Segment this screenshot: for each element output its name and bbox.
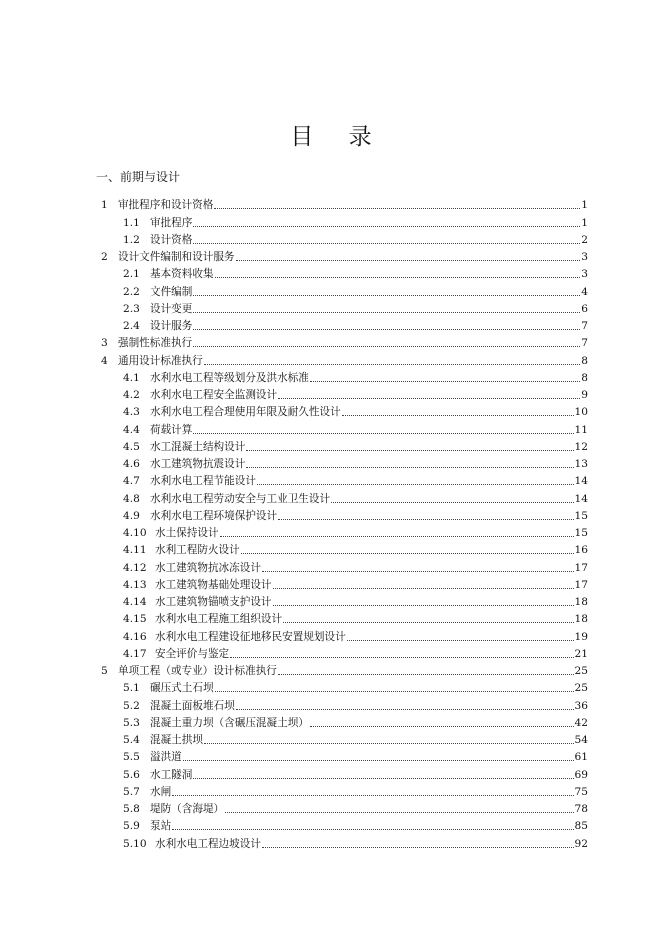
toc-entry-title: 文件编制	[150, 285, 193, 298]
dot-leader	[347, 640, 574, 641]
dot-leader	[172, 829, 573, 830]
toc-entry-number: 4	[101, 354, 108, 367]
toc-entry[interactable]	[0, 608, 662, 625]
toc-entry-number: 2.3	[123, 302, 140, 315]
toc-entry[interactable]	[0, 763, 662, 780]
toc-entry[interactable]	[0, 332, 662, 349]
dot-leader	[331, 502, 573, 503]
toc-entry-number: 4.12	[123, 561, 147, 574]
toc-entry-page: 18	[574, 596, 588, 608]
toc-entry-page: 12	[574, 440, 588, 453]
toc-entry[interactable]	[0, 367, 662, 384]
toc-entry-title: 水利水电工程施工组织设计	[155, 613, 283, 626]
dot-leader	[204, 364, 581, 365]
toc-entry[interactable]	[0, 401, 662, 418]
toc-entry[interactable]	[0, 712, 662, 729]
toc-entry[interactable]	[0, 539, 662, 556]
toc-entry-title: 水利水电工程节能设计	[150, 475, 256, 488]
toc-entry[interactable]	[0, 470, 662, 487]
page-title: 目 录	[290, 124, 386, 150]
toc-entry-number: 4.16	[123, 630, 147, 643]
toc-entry-title: 水利水电工程等级划分及洪水标准	[150, 371, 309, 384]
dot-leader	[193, 243, 580, 244]
dot-leader	[193, 778, 573, 779]
toc-entry-page: 61	[574, 751, 588, 764]
toc-entry-number: 5	[101, 665, 108, 677]
toc-entry-number: 5.5	[123, 751, 140, 764]
toc-entry-page: 36	[574, 699, 588, 712]
toc-entry-title: 安全评价与鉴定	[155, 647, 230, 660]
toc-entry-page: 19	[574, 630, 588, 643]
toc-entry-title: 水闸	[150, 785, 172, 798]
toc-entry[interactable]	[0, 418, 662, 435]
toc-entry-title: 水土保持设计	[155, 527, 219, 539]
toc-entry-page: 14	[574, 492, 588, 505]
dot-leader	[193, 295, 580, 296]
toc-entry[interactable]	[0, 436, 662, 453]
dot-leader	[257, 484, 574, 485]
toc-entry-title: 设计文件编制和设计服务	[118, 251, 235, 263]
toc-entry[interactable]	[0, 384, 662, 401]
dot-leader	[310, 381, 580, 382]
toc-entry-number: 4.3	[123, 406, 140, 419]
toc-entry-title: 碾压式土石坝	[150, 682, 214, 695]
dot-leader	[246, 467, 573, 468]
toc-entry[interactable]	[0, 487, 662, 504]
toc-entry-page: 4	[581, 285, 588, 298]
toc-entry-number: 1	[101, 199, 108, 212]
dot-leader	[193, 346, 580, 347]
dot-leader	[273, 605, 574, 606]
toc-entry-number: 5.6	[123, 768, 140, 781]
toc-entry-page: 10	[574, 406, 588, 419]
toc-entry-title: 混凝土拱坝	[150, 734, 203, 746]
toc-entry[interactable]	[0, 298, 662, 315]
toc-entry-page: 1	[581, 199, 588, 212]
toc-entry-number: 5.9	[123, 820, 140, 833]
toc-entry-number: 4.13	[123, 578, 147, 591]
toc-entry-page: 8	[581, 371, 588, 384]
toc-entry-title: 设计服务	[150, 320, 193, 332]
dot-leader	[193, 312, 580, 313]
dot-leader	[246, 450, 573, 451]
dot-leader	[220, 536, 574, 537]
toc-entry[interactable]	[0, 781, 662, 798]
dot-leader	[278, 398, 580, 399]
toc-entry-page: 6	[581, 302, 588, 315]
toc-entry-title: 水工建筑物基础处理设计	[155, 578, 272, 591]
toc-entry-number: 1.2	[123, 233, 140, 246]
toc-entry[interactable]	[0, 246, 662, 263]
dot-leader	[225, 812, 573, 813]
toc-entry[interactable]	[0, 556, 662, 573]
toc-entry[interactable]	[0, 677, 662, 694]
dot-leader	[278, 519, 573, 520]
toc-entry[interactable]	[0, 729, 662, 746]
toc-entry[interactable]	[0, 280, 662, 297]
toc-entry-title: 水利工程防火设计	[155, 544, 240, 557]
dot-leader	[215, 691, 574, 692]
toc-entry-number: 2.4	[123, 320, 140, 332]
toc-entry-title: 堤防（含海堤）	[150, 803, 225, 815]
dot-leader	[172, 795, 573, 796]
toc-entry[interactable]	[0, 349, 662, 366]
dot-leader	[262, 571, 574, 572]
toc-entry[interactable]	[0, 194, 662, 211]
toc-entry-title: 水利水电工程合理使用年限及耐久性设计	[150, 406, 341, 419]
toc-entry-number: 4.10	[123, 527, 147, 539]
toc-entry-number: 2	[101, 251, 108, 263]
toc-entry-number: 4.11	[123, 544, 147, 557]
toc-entry-title: 设计资格	[150, 233, 193, 246]
toc-entry-number: 4.7	[123, 475, 140, 488]
dot-leader	[273, 588, 574, 589]
toc-entry-title: 水工建筑物抗冰冻设计	[155, 561, 261, 574]
toc-entry[interactable]	[0, 211, 662, 228]
dot-leader	[183, 760, 574, 761]
toc-entry[interactable]	[0, 229, 662, 246]
toc-entry-title: 水利水电工程劳动安全与工业卫生设计	[150, 492, 331, 505]
toc-entry-page: 18	[574, 613, 588, 626]
dot-leader	[342, 415, 574, 416]
toc-entry[interactable]	[0, 574, 662, 591]
toc-entry-number: 4.15	[123, 613, 147, 626]
toc-entry-title: 溢洪道	[150, 751, 182, 764]
toc-entry-number: 4.17	[123, 647, 147, 660]
toc-entry-title: 水利水电工程建设征地移民安置规划设计	[155, 630, 346, 643]
toc-entry[interactable]	[0, 832, 662, 849]
dot-leader	[230, 657, 573, 658]
toc-entry-page: 8	[581, 354, 588, 367]
toc-entry[interactable]	[0, 694, 662, 711]
toc-entry-title: 混凝土重力坝（含碾压混凝土坝）	[150, 716, 309, 729]
toc-entry-number: 4.5	[123, 440, 140, 453]
toc-entry-number: 4.1	[123, 371, 140, 384]
dot-leader	[236, 260, 581, 261]
toc-entry-number: 4.8	[123, 492, 140, 505]
toc-entry-page: 9	[581, 389, 588, 401]
dot-leader	[214, 208, 580, 209]
toc-entry-title: 水利水电工程安全监测设计	[150, 389, 278, 401]
toc-entry-page: 3	[581, 268, 588, 281]
toc-entry-title: 水工建筑物抗震设计	[150, 458, 246, 470]
dot-leader	[215, 277, 581, 278]
toc-entry-page: 3	[581, 251, 588, 263]
toc-entry[interactable]	[0, 263, 662, 280]
toc-entry-title: 基本资料收集	[150, 268, 214, 281]
toc-entry[interactable]	[0, 815, 662, 832]
toc-entry-number: 2.2	[123, 285, 140, 298]
toc-entry-title: 混凝土面板堆石坝	[150, 699, 235, 712]
toc-entry[interactable]	[0, 522, 662, 539]
toc-entry-page: 75	[574, 785, 588, 798]
toc-entry-title: 审批程序	[150, 216, 193, 229]
toc-entry-number: 2.1	[123, 268, 140, 281]
toc-entry-title: 泵站	[150, 820, 172, 833]
toc-entry-title: 水工混凝土结构设计	[150, 440, 246, 453]
dot-leader	[193, 433, 573, 434]
toc-entry[interactable]	[0, 625, 662, 642]
toc-entry-page: 17	[574, 578, 588, 591]
toc-entry-number: 5.10	[123, 837, 147, 850]
dot-leader	[236, 709, 574, 710]
toc-entry-title: 荷载计算	[150, 423, 193, 436]
dot-leader	[283, 622, 573, 623]
toc-entry-title: 水工建筑物锚喷支护设计	[155, 596, 272, 608]
toc-entry-number: 4.6	[123, 458, 140, 470]
toc-entry[interactable]	[0, 798, 662, 815]
toc-entry-title: 审批程序和设计资格	[118, 199, 214, 212]
toc-entry-page: 85	[574, 820, 588, 833]
toc-entry[interactable]	[0, 591, 662, 608]
section-heading: 一、前期与设计	[96, 170, 181, 184]
toc-entry-page: 15	[574, 509, 588, 522]
toc-entry-page: 69	[574, 768, 588, 781]
toc-entry-number: 4.14	[123, 596, 147, 608]
toc-entry-page: 7	[581, 337, 588, 350]
toc-entry-page: 13	[574, 458, 588, 470]
dot-leader	[204, 743, 574, 744]
dot-leader	[262, 847, 574, 848]
toc-entry-number: 4.9	[123, 509, 140, 522]
toc-entry[interactable]	[0, 315, 662, 332]
toc-entry-title: 设计变更	[150, 302, 193, 315]
toc-entry-title: 强制性标准执行	[118, 337, 193, 350]
toc-entry-page: 2	[581, 233, 588, 246]
toc-entry-title: 单项工程（或专业）设计标准执行	[118, 665, 277, 677]
toc-entry-number: 5.2	[123, 699, 140, 712]
toc-entry-number: 3	[101, 337, 108, 350]
toc-entry-page: 15	[574, 527, 588, 539]
toc-entry-page: 42	[574, 716, 588, 729]
table-of-contents	[0, 194, 662, 850]
dot-leader	[241, 553, 574, 554]
toc-entry-page: 11	[574, 423, 588, 436]
toc-entry-title: 水工隧洞	[150, 768, 193, 781]
toc-entry-page: 25	[574, 665, 588, 677]
toc-entry-number: 4.4	[123, 423, 140, 436]
toc-entry-title: 通用设计标准执行	[118, 354, 203, 367]
toc-entry[interactable]	[0, 505, 662, 522]
toc-entry-page: 54	[574, 734, 588, 746]
toc-entry-title: 水利水电工程环境保护设计	[150, 509, 278, 522]
toc-entry[interactable]	[0, 643, 662, 660]
dot-leader	[278, 674, 574, 675]
toc-entry-number: 5.8	[123, 803, 140, 815]
toc-entry-number: 5.4	[123, 734, 140, 746]
toc-entry-page: 25	[574, 682, 588, 695]
dot-leader	[310, 726, 574, 727]
toc-entry-page: 7	[581, 320, 588, 332]
toc-entry-page: 16	[574, 544, 588, 557]
dot-leader	[193, 226, 580, 227]
toc-entry-page: 14	[574, 475, 588, 488]
toc-entry-page: 21	[574, 647, 588, 660]
toc-entry-title: 水利水电工程边坡设计	[155, 837, 261, 850]
toc-entry-number: 5.7	[123, 785, 140, 798]
toc-entry[interactable]	[0, 746, 662, 763]
toc-entry-page: 17	[574, 561, 588, 574]
toc-entry[interactable]	[0, 453, 662, 470]
toc-entry-number: 1.1	[123, 216, 140, 229]
toc-entry-page: 78	[574, 803, 588, 815]
dot-leader	[193, 329, 580, 330]
toc-entry-page: 92	[574, 837, 588, 850]
toc-entry-number: 4.2	[123, 389, 140, 401]
toc-entry-page: 1	[581, 216, 588, 229]
toc-entry-number: 5.1	[123, 682, 140, 695]
toc-entry[interactable]	[0, 660, 662, 677]
toc-entry-number: 5.3	[123, 716, 140, 729]
